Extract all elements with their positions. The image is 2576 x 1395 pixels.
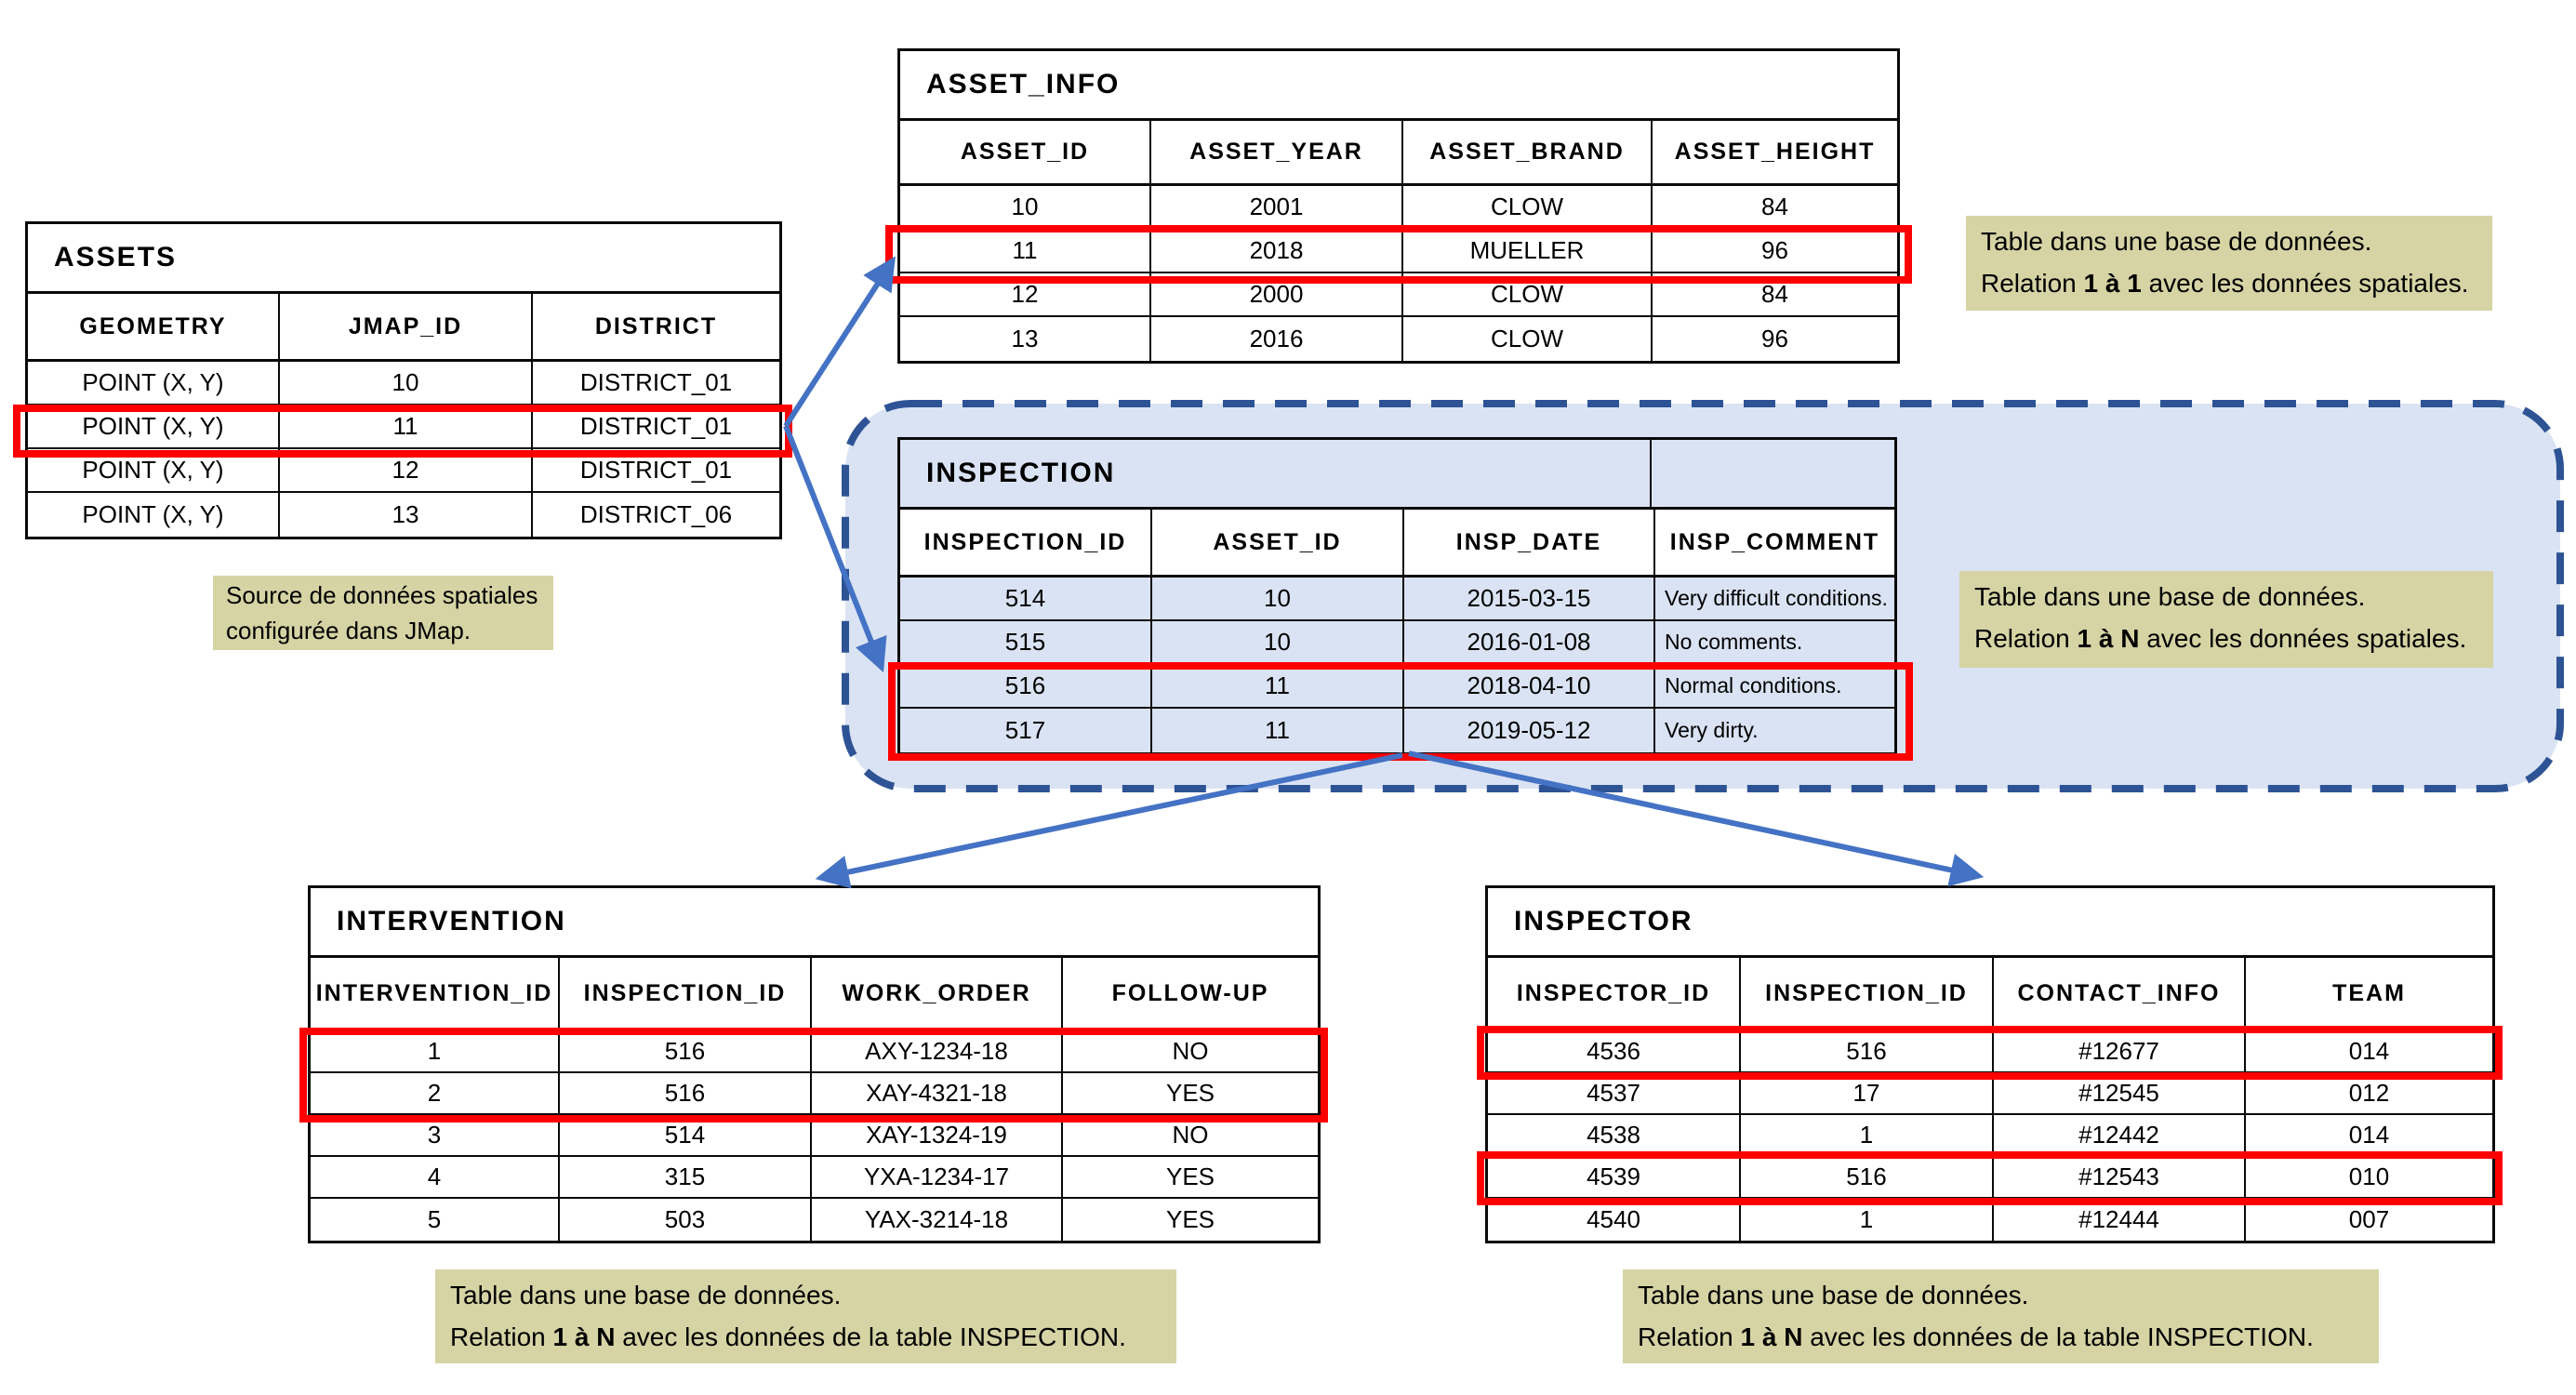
table-cell: 11 xyxy=(1152,709,1404,752)
table-cell: Very dirty. xyxy=(1665,718,1759,742)
intervention-table-header-row xyxy=(311,958,1318,1031)
note-text-bold: 1 à N xyxy=(1740,1322,1803,1351)
table-cell: 010 xyxy=(2348,1162,2390,1190)
table-cell: CLOW xyxy=(1403,273,1653,315)
table-row xyxy=(28,493,779,537)
table-cell: 10 xyxy=(1152,578,1404,619)
table-cell: YXA-1234-17 xyxy=(812,1157,1063,1197)
table-cell: 10 xyxy=(900,186,1151,228)
assets-table-header-row xyxy=(28,294,779,362)
column-header: WORK_ORDER xyxy=(812,958,1063,1029)
table-cell: DISTRICT_01 xyxy=(579,368,733,396)
note-line xyxy=(1974,576,2478,618)
table-cell: 516 xyxy=(1741,1157,1994,1197)
note-text-bold: 1 à N xyxy=(2077,624,2140,653)
note-text: Relation xyxy=(1638,1322,1741,1351)
table-cell: CLOW xyxy=(1403,317,1653,361)
inspection-table-header-row xyxy=(900,510,1894,578)
note-text: Relation xyxy=(450,1322,553,1351)
table-cell: 10 xyxy=(280,362,533,404)
table-cell: 315 xyxy=(560,1157,812,1197)
table-cell: 3 xyxy=(311,1115,560,1155)
column-header: ASSET_BRAND xyxy=(1403,121,1653,183)
table-cell: YES xyxy=(1165,1205,1215,1233)
highlight-box-asset-info-row-11 xyxy=(885,225,1912,284)
inspector-table-title: INSPECTOR xyxy=(1488,888,2492,958)
table-cell: #12543 xyxy=(1994,1157,2246,1197)
note-relation-1-n-spatial xyxy=(1959,571,2493,668)
table-cell: Very difficult conditions. xyxy=(1665,586,1888,610)
note-text: avec les données spatiales. xyxy=(2139,624,2467,653)
column-header: INSP_COMMENT xyxy=(1669,528,1880,555)
column-header: JMAP_ID xyxy=(280,294,533,359)
table-cell: POINT (X, Y) xyxy=(28,362,280,404)
table-cell: #12677 xyxy=(1994,1031,2246,1071)
highlight-box-inspector-row-4536 xyxy=(1477,1026,2503,1080)
table-cell: 503 xyxy=(560,1199,812,1241)
table-cell: 516 xyxy=(900,665,1152,707)
column-header: ASSET_ID xyxy=(900,121,1151,183)
column-header: ASSET_YEAR xyxy=(1151,121,1403,183)
table-cell: 014 xyxy=(2348,1037,2390,1065)
table-cell: 13 xyxy=(900,317,1151,361)
table-cell: 4539 xyxy=(1488,1157,1741,1197)
table-cell: 2015-03-15 xyxy=(1404,578,1655,619)
note-text-bold: 1 à 1 xyxy=(2083,269,2142,298)
table-cell: 11 xyxy=(1152,665,1404,707)
highlight-box-assets-row-11 xyxy=(13,405,792,458)
highlight-box-inspection-rows-516-517 xyxy=(888,662,1913,761)
table-cell: YES xyxy=(1165,1162,1215,1190)
table-cell: 517 xyxy=(900,709,1152,752)
table-cell: No comments. xyxy=(1665,630,1803,654)
table-cell: DISTRICT_01 xyxy=(579,456,733,484)
table-cell: 1 xyxy=(1741,1199,1994,1241)
table-cell: POINT (X, Y) xyxy=(28,449,280,491)
title-spacer-cell xyxy=(1650,440,1894,507)
table-cell: 5 xyxy=(311,1199,560,1241)
table-cell: 007 xyxy=(2348,1205,2390,1233)
table-cell: 17 xyxy=(1741,1073,1994,1113)
table-cell: YES xyxy=(1165,1079,1215,1107)
table-cell: XAY-4321-18 xyxy=(812,1073,1063,1113)
note-line xyxy=(1974,618,2478,659)
column-header: INSPECTION_ID xyxy=(900,510,1152,575)
table-cell: 516 xyxy=(560,1031,812,1071)
note-relation-1-n-inspector xyxy=(1623,1269,2379,1363)
note-line xyxy=(1981,262,2477,304)
table-cell: 2016 xyxy=(1151,317,1403,361)
table-row xyxy=(900,186,1897,230)
table-cell: #12545 xyxy=(1994,1073,2246,1113)
table-cell: 2019-05-12 xyxy=(1404,709,1655,752)
note-relation-1-n-intervention xyxy=(435,1269,1176,1363)
note-line xyxy=(226,578,540,613)
table-cell: 2001 xyxy=(1151,186,1403,228)
table-cell: AXY-1234-18 xyxy=(812,1031,1063,1071)
inspection-table-title-row xyxy=(900,440,1894,510)
table-cell: 514 xyxy=(560,1115,812,1155)
table-cell: 10 xyxy=(1152,621,1404,663)
column-header: INSPECTION_ID xyxy=(560,958,812,1029)
note-line xyxy=(450,1274,1162,1316)
note-text: avec les données spatiales. xyxy=(2141,269,2469,298)
inspection-table-title: INSPECTION xyxy=(926,458,1116,488)
table-cell: 12 xyxy=(900,273,1151,315)
table-cell: 515 xyxy=(900,621,1152,663)
note-text: avec les données de la table INSPECTION. xyxy=(615,1322,1126,1351)
table-row xyxy=(900,317,1897,361)
table-cell: DISTRICT_01 xyxy=(579,412,733,440)
table-cell: 4536 xyxy=(1488,1031,1741,1071)
table-cell: YAX-3214-18 xyxy=(812,1199,1063,1241)
table-cell: 84 xyxy=(1761,193,1788,220)
column-header: FOLLOW-UP xyxy=(1111,979,1269,1006)
highlight-box-inspector-row-4539 xyxy=(1477,1151,2503,1205)
table-row xyxy=(28,362,779,405)
table-cell: 4540 xyxy=(1488,1199,1741,1241)
table-row xyxy=(900,578,1894,621)
note-text: Table dans une base de données. xyxy=(1981,227,2372,256)
table-cell: DISTRICT_06 xyxy=(579,500,733,528)
note-text: Table dans une base de données. xyxy=(1974,582,2366,611)
table-cell: 2016-01-08 xyxy=(1404,621,1655,663)
table-cell: 84 xyxy=(1761,280,1788,308)
table-row xyxy=(311,1157,1318,1199)
note-text: configurée dans JMap. xyxy=(226,617,471,644)
table-cell: 4 xyxy=(311,1157,560,1197)
note-text: Table dans une base de données. xyxy=(1638,1281,2029,1309)
table-cell: 014 xyxy=(2348,1121,2390,1149)
table-cell: #12444 xyxy=(1994,1199,2246,1241)
table-cell: 11 xyxy=(900,230,1151,272)
table-cell: 2000 xyxy=(1151,273,1403,315)
table-cell: CLOW xyxy=(1403,186,1653,228)
intervention-table-title: INTERVENTION xyxy=(311,888,1318,958)
asset-info-table-title: ASSET_INFO xyxy=(900,51,1897,121)
table-cell: NO xyxy=(1172,1037,1209,1065)
table-cell: MUELLER xyxy=(1403,230,1653,272)
note-text: Table dans une base de données. xyxy=(450,1281,842,1309)
table-cell: 11 xyxy=(280,405,533,447)
table-cell: 516 xyxy=(1741,1031,1994,1071)
note-text: Source de données spatiales xyxy=(226,581,538,609)
note-line xyxy=(450,1316,1162,1358)
note-text: avec les données de la table INSPECTION. xyxy=(1802,1322,2314,1351)
table-cell: 1 xyxy=(311,1031,560,1071)
inspector-table-header-row xyxy=(1488,958,2492,1031)
table-cell: XAY-1324-19 xyxy=(812,1115,1063,1155)
table-cell: 2 xyxy=(311,1073,560,1113)
note-line xyxy=(1638,1274,2364,1316)
assets-table-title: ASSETS xyxy=(28,224,779,294)
table-cell: 516 xyxy=(560,1073,812,1113)
highlight-box-intervention-rows-1-2 xyxy=(299,1028,1328,1123)
note-line xyxy=(1981,220,2477,262)
asset-info-table-header-row xyxy=(900,121,1897,186)
table-cell: 1 xyxy=(1741,1115,1994,1155)
column-header: INSP_DATE xyxy=(1404,510,1655,575)
column-header: INSPECTOR_ID xyxy=(1488,958,1741,1029)
column-header: INTERVENTION_ID xyxy=(311,958,560,1029)
table-cell: 4537 xyxy=(1488,1073,1741,1113)
table-cell: 13 xyxy=(280,493,533,537)
column-header: DISTRICT xyxy=(594,312,718,339)
note-text: Relation xyxy=(1981,269,2084,298)
note-line xyxy=(1638,1316,2364,1358)
table-cell: 4538 xyxy=(1488,1115,1741,1155)
table-cell: POINT (X, Y) xyxy=(28,405,280,447)
note-text: Relation xyxy=(1974,624,2078,653)
column-header: GEOMETRY xyxy=(28,294,280,359)
note-spatial-source xyxy=(213,576,553,650)
table-row xyxy=(900,621,1894,665)
note-line xyxy=(226,613,540,648)
column-header: TEAM xyxy=(2332,979,2406,1006)
assets-table xyxy=(25,221,782,539)
table-cell: 2018 xyxy=(1151,230,1403,272)
table-cell: NO xyxy=(1172,1121,1209,1149)
table-cell: 2018-04-10 xyxy=(1404,665,1655,707)
column-header: ASSET_HEIGHT xyxy=(1674,139,1876,165)
column-header: CONTACT_INFO xyxy=(1994,958,2246,1029)
table-cell: 12 xyxy=(280,449,533,491)
table-cell: 96 xyxy=(1761,325,1788,352)
table-cell: 012 xyxy=(2348,1079,2390,1107)
table-row xyxy=(311,1199,1318,1241)
table-cell: POINT (X, Y) xyxy=(28,493,280,537)
column-header: ASSET_ID xyxy=(1152,510,1404,575)
table-cell: 514 xyxy=(900,578,1152,619)
column-header: INSPECTION_ID xyxy=(1741,958,1994,1029)
table-cell: Normal conditions. xyxy=(1665,673,1842,698)
note-text-bold: 1 à N xyxy=(552,1322,616,1351)
asset-info-table xyxy=(897,48,1900,364)
table-cell: #12442 xyxy=(1994,1115,2246,1155)
note-relation-1-1 xyxy=(1966,216,2492,311)
table-cell: 96 xyxy=(1761,236,1788,264)
